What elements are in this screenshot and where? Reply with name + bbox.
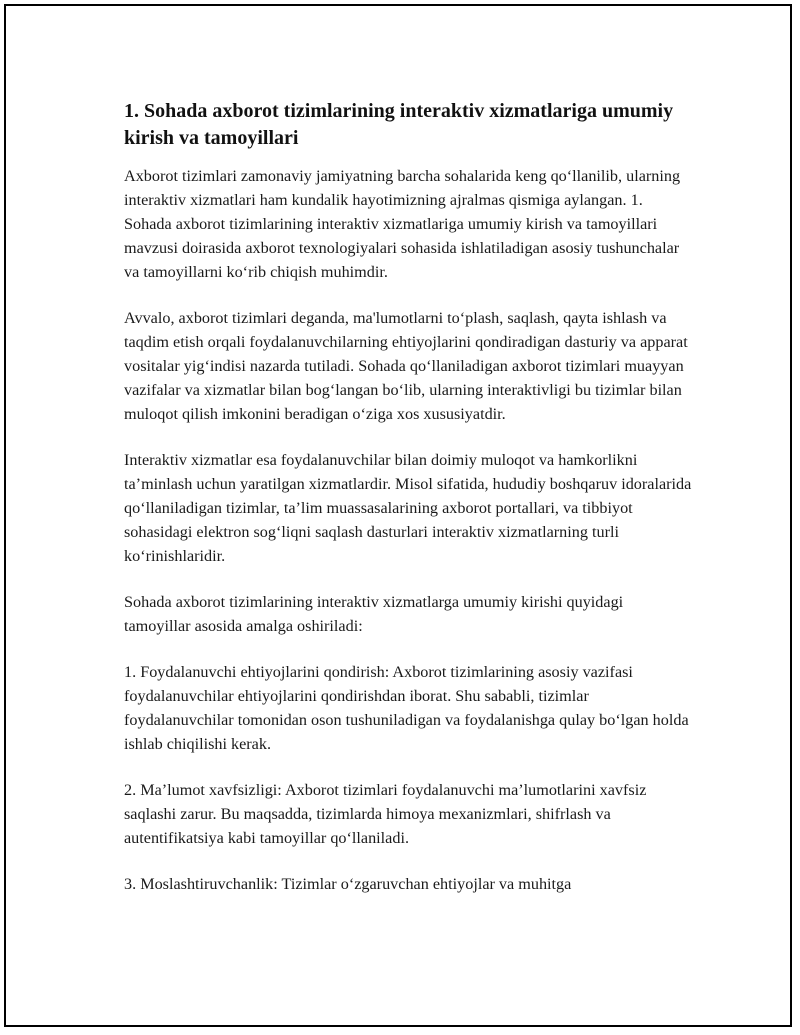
- paragraph-principles-intro: Sohada axborot tizimlarining interaktiv xizmatlarga umumiy kirishi quyidagi tamoyillar asosida amalga oshiriladi:: [124, 593, 624, 635]
- paragraph-intro: Axborot tizimlari zamonaviy jamiyatning barcha sohalarida keng qo‘llanilib, ularning interaktiv xizmatlari ham kundalik hayotimizning ajralmas qismiga aylangan. 1. Sohada axborot tizimlarining interaktiv xizmatlariga umumiy kirish va tamoyillari mavzusi doirasida axborot texnologiyalari sohasida ishlatiladigan asosiy tushunchalar va tamoyillarni ko‘rib chiqish muhimdir.: [124, 167, 681, 281]
- paragraph-interactive-services: Interaktiv xizmatlar esa foydalanuvchilar bilan doimiy muloqot va hamkorlikni ta’minlash uchun yaratilgan xizmatlardir. Misol sifatida, hududiy boshqaruv idoralarida qo‘llaniladigan tizimlar, ta’lim muassasalarining axborot portallari, va tibbiyot sohasidagi elektron sog‘liqni saqlash dasturlari interaktiv xizmatlarning turli ko‘rinishlaridir.: [124, 451, 692, 565]
- paragraph-principle-2: 2. Ma’lumot xavfsizligi: Axborot tizimlari foydalanuvchi ma’lumotlarini xavfsiz saqlashi zarur. Bu maqsadda, tizimlarda himoya mexanizmlari, shifrlash va autentifikatsiya kabi tamoyillar qo‘llaniladi.: [124, 781, 647, 847]
- paragraph-definition: Avvalo, axborot tizimlari deganda, ma'lumotlarni to‘plash, saqlash, qayta ishlash va taqdim etish orqali foydalanuvchilarning ehtiyojlarini qondiradigan dasturiy va apparat vositalar yig‘indisi nazarda tutiladi. Sohada qo‘llaniladigan axborot tizimlari muayyan vazifalar va xizmatlar bilan bog‘langan bo‘lib, ularning interaktivligi bu tizimlar bilan muloqot qilish imkonini beradigan o‘ziga xos xususiyatdir.: [124, 309, 688, 423]
- page-frame: [4, 4, 792, 1027]
- section-heading: 1. Sohada axborot tizimlarining interaktiv xizmatlariga umumiy kirish va tamoyillari: [124, 100, 674, 149]
- paragraph-principle-3: 3. Moslashtiruvchanlik: Tizimlar o‘zgaruvchan ehtiyojlar va muhitga: [124, 875, 572, 893]
- paragraph-principle-1: 1. Foydalanuvchi ehtiyojlarini qondirish: Axborot tizimlarining asosiy vazifasi foydalanuvchilar ehtiyojlarini qondirishdan iborat. Shu sababli, tizimlar foydalanuvchilar tomonidan oson tushuniladigan va foydalanishga qulay bo‘lgan holda ishlab chiqilishi kerak.: [124, 663, 689, 753]
- document-body: [124, 98, 692, 896]
